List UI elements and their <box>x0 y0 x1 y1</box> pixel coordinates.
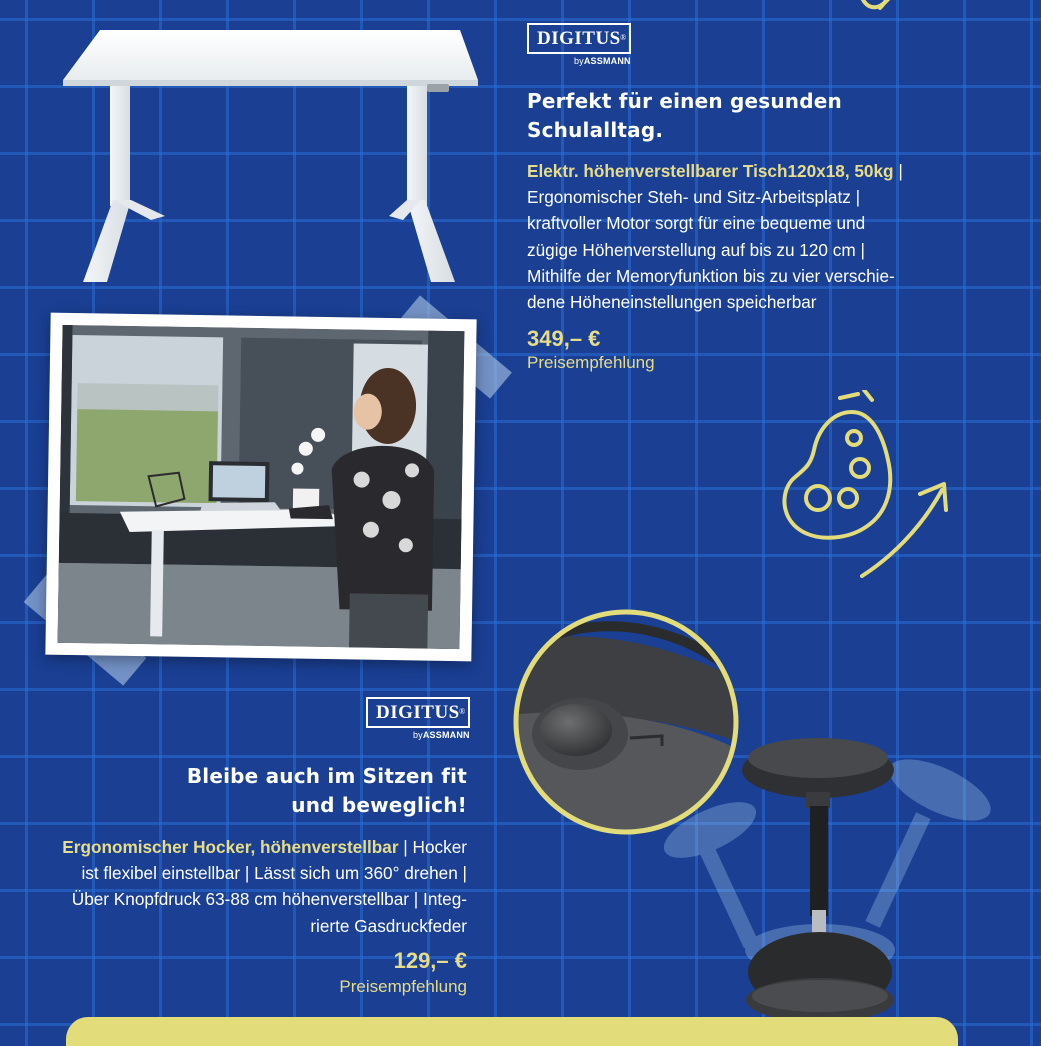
digitus-logo-bottom: DIGITUS ® byASSMANN <box>366 697 470 740</box>
bottom-headline: Bleibe auch im Sitzen fit und beweglich! <box>186 764 467 817</box>
bottom-price-note: Preisempfehlung <box>339 977 467 996</box>
bottom-description: Ergonomischer Hocker, höhenverstellbar | Hocker ist flexibel einstellbar | Lässt sich um 360° drehen | Über Knopfdruck 63-88 cm höhenverstellbar | Integ- rierte Gasdruckfeder <box>62 837 467 936</box>
bottom-banner <box>66 1017 958 1046</box>
bottom-price: 129,– € <box>393 948 467 973</box>
top-price-note: Preisempfehlung <box>527 353 655 372</box>
desk-photo <box>45 313 476 662</box>
top-headline: Perfekt für einen gesunden Schulalltag. <box>527 89 842 142</box>
palette-icon <box>770 390 960 590</box>
digitus-logo-top: DIGITUS ® byASSMANN <box>527 23 631 66</box>
standing-desk-image <box>55 20 485 290</box>
brush-icon <box>850 0 910 30</box>
top-description: Elektr. höhenverstellbarer Tisch120x18, 50kg | Ergonomischer Steh- und Sitz-Arbeitsplatz | kraftvoller Motor sorgt für eine bequeme und zügige Höhenverstellung auf bis zu 120 cm | Mithilfe der Memoryfunktion bis zu vier verschie- dene Höheneinstellungen speicherbar <box>527 161 903 313</box>
top-price: 349,– € <box>527 326 601 351</box>
stool-image <box>650 710 1000 1030</box>
